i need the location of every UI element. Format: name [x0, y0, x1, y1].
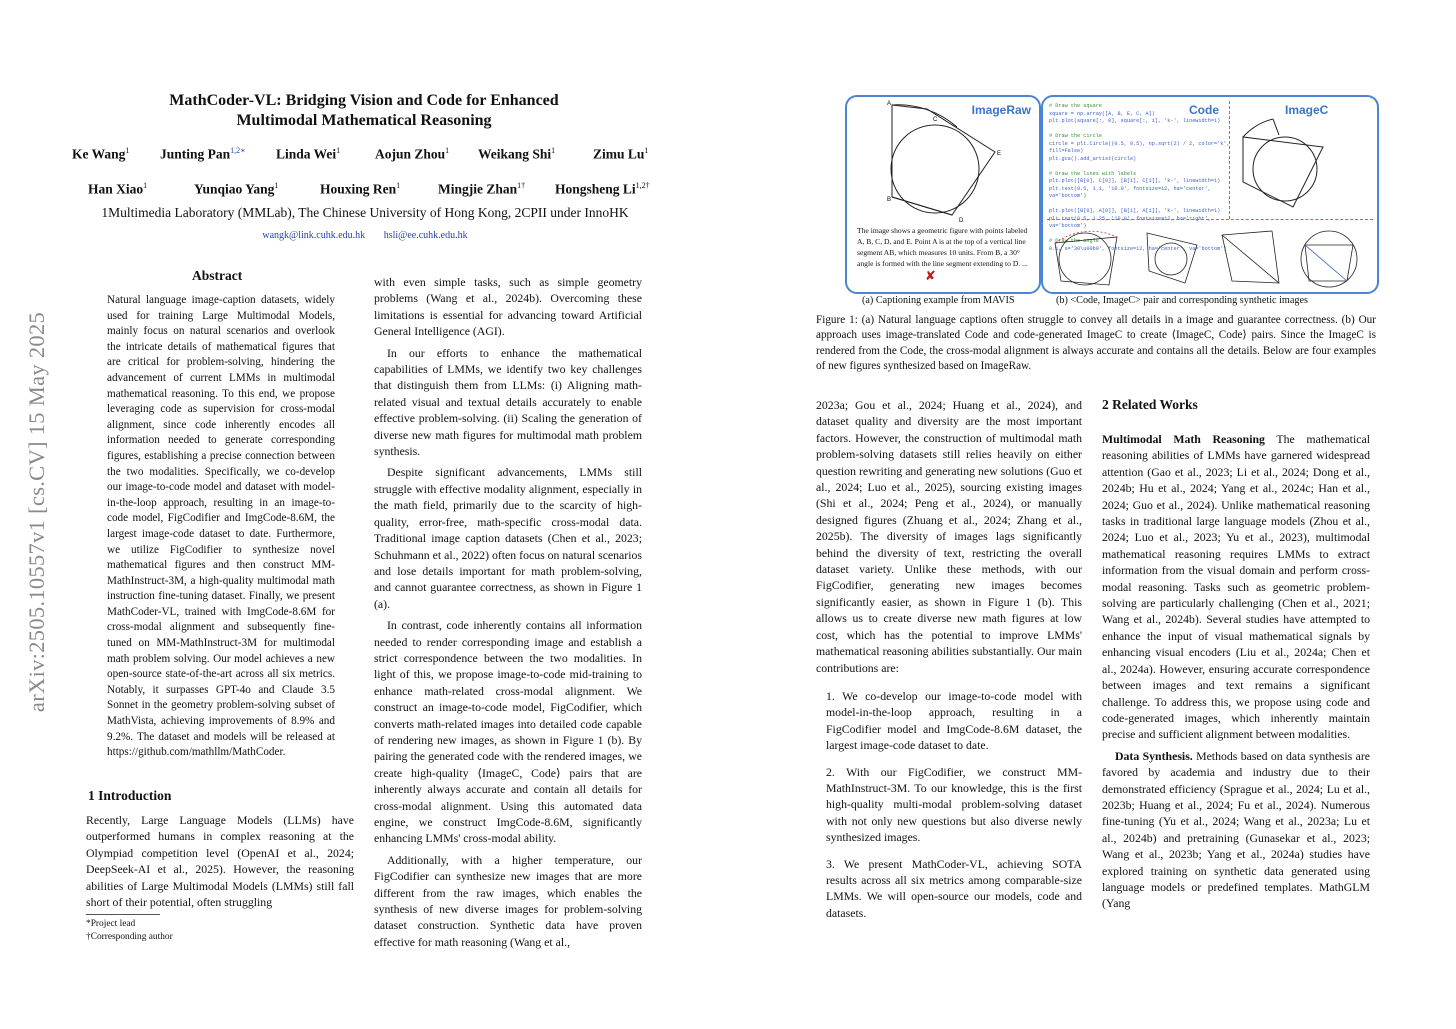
author-name: Yunqiao Yang$^1$ — [194, 181, 279, 197]
author-name: Hongsheng $Li^{1,2\dagger}$ — [555, 181, 650, 197]
geometry-figure-rendered — [1233, 107, 1373, 217]
paper-title-line2: Multimodal Mathematical Reasoning — [236, 112, 492, 129]
left-page-column-2 — [374, 274, 642, 955]
svg-text:A: A — [887, 101, 892, 107]
author-affiliation-mark: 1 — [125, 146, 130, 155]
synthetic-figure-1 — [1055, 231, 1117, 285]
label-image-raw: ImageRaw — [971, 103, 1031, 117]
mmr-text: The mathematical reasoning abilities of LMMs have garnered widespread attention (Gao et al., 2023; Li et al., 2024; Dong et al., 2024b; Hu et al., 2024; Yang et al., 2024c; Han et al., 2024; Guo et al., 2024). Unlike mathematical reasoning tasks in traditional large language models (Zhou et al., 2024; Luo et al., 2023; Yu et al., 2023), multimodal mathematical reasoning requires LMMs to extract information from the visual domain and perform cross-modal reasoning. Tasks such as geometric problem-solving are particularly challenging (Chen et al., 2021; Wang et al., 2024b). Several studies have attempted to enhance the input of visual mathematical signals by enhancing visual encoders (Liu et al., 2024a; Chen et al., 2024a). However, ensuring accurate correspondence between images and text remains a significant challenge. To address this, we propose using code and code-generated images, which inherently maintain precise and sufficient alignment between modalities. — [1102, 432, 1370, 742]
intro-heading: 1 Introduction — [88, 788, 172, 803]
mmr-title: Multimodal Math Reasoning — [1102, 432, 1265, 446]
author-name: Ke Wang$^1$ — [72, 146, 130, 162]
paragraph: Despite significant advancements, LMMs still struggle with effective modality alignment, especially in the math field, primarily due to the scarcity of high-quality, error-free, math-specific cross-modal data. Traditional image caption datasets (Chen et al., 2023; Schuhmann et al., 2022) often focus on natural scenarios and lose details important for math problem-solving, and cannot guarantee correctness, as shown in Figure 1 (a). — [374, 465, 642, 611]
footnote-corresponding: †Corresponding author — [86, 932, 173, 942]
arxiv-stamp — [20, 296, 54, 736]
mavis-caption-text: The image shows a geometric figure with points labeled A, B, C, D, and E. Point A is at the top of a vertical line segment AB, which measures 10 units. From B, a 30° angle is formed with the line segment extending to D. ... — [857, 226, 1028, 268]
paragraph: In contrast, code inherently contains all information needed to render corresponding image and establish a strict correspondence between the two modalities. In light of this, we propose image-to-code mid-training to enhance math-related cross-modal alignment. We construct an image-to-code model, FigCodifier, which converts math-related images into detailed code capable of rendering new images, as shown in Figure 1 (b). By pairing the generated code with the rendered images, we create high-quality ⟨ImageC, Code⟩ pairs that are inherently always accurate and contain all details for cross-modal alignment. Using this automated data engine, we construct ImgCode-8.6M, significantly enhancing LMMs' cross-modal ability. — [374, 618, 642, 846]
author-affiliation-mark: 1 — [445, 146, 450, 155]
figure-panel-a — [845, 95, 1041, 294]
label-image-c: ImageC — [1285, 103, 1329, 117]
author-affiliation-mark: 1† — [517, 181, 526, 190]
author-name: Mingjie Zhan$^{1\dagger}$ — [438, 181, 526, 197]
arxiv-id: arXiv:2505.10557v1 [cs.CV] 15 May 2025 — [24, 311, 49, 713]
emails — [60, 230, 670, 241]
abstract-body — [107, 293, 335, 766]
author-name: Han Xiao$^1$ — [88, 181, 148, 197]
synthetic-figure-3 — [1222, 231, 1279, 283]
abstract-text: Natural language image-caption datasets, widely used for training Large Multimodal Models, mainly focus on natural scenarios and overlook the intricate details of mathematical figures that are critical for problem-solving, hindering the advancement of current LMMs in multimodal mathematical reasoning. To this end, we propose leveraging code as supervision for cross-modal alignment, since code inherently encodes all information needed to generate corresponding figures, establishing a precise connection between the two modalities. Specifically, we co-develop our image-to-code model and dataset with model-in-the-loop approach, resulting in an image-to-code model, FigCodifier and ImgCode-8.6M, the largest image-code dataset to date. Furthermore, we utilize FigCodifier to synthesize novel mathematical figures and then construct MM-MathInstruct-3M, a high-quality multimodal math instruction fine-tuning dataset. Finally, we present MathCoder-VL, trained with ImgCode-8.6M for cross-modal alignment and subsequently fine-tuned on MM-MathInstruct-3M for multimodal math problem solving. Our model achieves a new open-source state-of-the-art across all six metrics. Notably, it surpasses GPT-4o and Claude 3.5 Sonnet in the geometry problem-solving subset of MathVista, achieving improvements of 8.9% and 9.2%. The dataset and models will be released at https://github.com/mathllm/MathCoder. — [107, 294, 335, 759]
author-affiliation-mark: 1 — [551, 146, 556, 155]
contribution-item: 1. We co-develop our image-to-code model with model-in-the-loop approach, resulting in a FigCodifier model and ImgCode-8.6M dataset, the largest image-code dataset to date. — [826, 688, 1082, 753]
paragraph: Additionally, with a higher temperature, our FigCodifier can synthesize new images that are more different from the raw images, which enables the synthesis of new diverse images for problem-solving dataset construction. Synthetic data have proven effective for math reasoning (Wang et al., — [374, 852, 642, 949]
intro-column — [86, 812, 354, 915]
paper-title-line1: MathCoder-VL: Bridging Vision and Code for Enhanced — [169, 92, 559, 109]
right-page-column-1 — [816, 397, 1082, 921]
svg-text:B: B — [887, 197, 892, 203]
author-affiliation-mark: 1,2† — [635, 181, 650, 190]
footnote-rule — [86, 914, 160, 915]
svg-text:C: C — [933, 117, 938, 123]
contribution-item: 3. We present MathCoder-VL, achieving SOTA results across all six metrics among comparable-size LMMs. We will open-source our models, code and datasets. — [826, 856, 1082, 920]
figure-subcaption-a: (a) Captioning example from MAVIS — [862, 295, 1015, 306]
ds-text: Methods based on data synthesis are favored by academia and industry due to their demonstrated efficiency (Sprague et al., 2024; Lu et al., 2023b; Huang et al., 2024; Fu et al., 2024). Numerous fine-tuning (Yu et al., 2024; Wang et al., 2023a; Lu et al., 2024b) and pretraining (Gunasekar et al., 2023; Wang et al., 2023b; Yang et al., 2024a) studies have explored training on synthetic data generated using language models or predefined templates. MathGLM (Yang — [1102, 748, 1370, 911]
paragraph: with even simple tasks, such as simple geometry problems (Wang et al., 2024b). Overcoming these limitations is essential for advancing toward Artificial General Intelligence (AGI). — [374, 275, 642, 339]
synthetic-figure-4 — [1301, 231, 1357, 287]
author-affiliation-mark: 1 — [143, 181, 148, 190]
email-link[interactable]: wangk@link.cuhk.edu.hk — [262, 230, 366, 241]
author-name: Linda Wei$^1$ — [276, 146, 341, 162]
geometry-figure-raw — [847, 97, 1039, 227]
svg-text:D: D — [959, 218, 964, 224]
footnotes — [86, 918, 173, 944]
author-affiliation-mark: 1 — [644, 146, 649, 155]
footnote-project-lead: *Project lead — [86, 919, 136, 929]
author-name: Junting Pan$^{1,2∗}$ — [160, 146, 246, 162]
divider-horizontal — [1047, 219, 1373, 220]
divider-vertical — [1229, 101, 1230, 219]
author-name: Weikang Shi$^1$ — [478, 146, 556, 162]
related-works-heading: 2 Related Works — [1102, 397, 1198, 412]
email-link[interactable]: hsli@ee.cuhk.edu.hk — [383, 230, 468, 241]
author-name: Aojun Zhou$^1$ — [375, 146, 450, 162]
page-gutter — [700, 0, 756, 1029]
author-affiliation-mark: 1 — [336, 146, 341, 155]
right-page-column-2 — [1102, 431, 1370, 917]
paragraph: 2023a; Gou et al., 2024; Huang et al., 2024), and dataset quality and diversity are the most important factors. However, the construction of multimodal math problem-solving datasets still relies heavily on either question rewriting and generating new solutions (Guo et al., 2024; Luo et al., 2025), sourcing existing images (Shi et al., 2024; Peng et al., 2024), or manually designed figures (Zhuang et al., 2024; Zhang et al., 2025b). The diversity of images lags significantly behind the diversity of text, restricting the overall dataset variety. Unlike these methods, with our FigCodifier, generating new images becomes significantly easier, as shown in Figure 1 (b). This allows us to create diverse new math figures at low cost, which has the potential to improve LMMs' mathematical reasoning abilities substantially. Our main contributions are: — [816, 398, 1082, 675]
author-affiliation-mark: 1 — [274, 181, 279, 190]
paragraph — [1102, 748, 1370, 912]
abstract-heading: Abstract — [192, 268, 243, 283]
code-snippet: # Draw the square square = np.array([A, B, E, C, A]) plt.plot(square[:, 0], square[:, 1], 'k-', linewidth=1) # Draw the circle circle = plt.Circle((0.5, 0.5), np.sqrt(2) / 2, color='k', fill=False) plt.gca().add_artist(circle) # Draw the lines with labels plt.plot([B[0], C[0]], [B[1], C[1]], 'k-', linewidth=1) plt.text(0.5, 1.1, '10.0', fontsize=12, ha='center', va='bottom') plt.plot([B[0], A[0]], [B[1], A[1]], 'k-', linewidth=1) plt.text(0.5, 1.25, '10.0', fontsize=12, ha='right', va='bottom') # Draw the angle 0.1, s='30\u00b0', fontsize=12, ha='center', va='bottom') — [1049, 103, 1230, 252]
author-affiliation-mark: 1,2∗ — [230, 146, 246, 155]
synthetic-figure-2 — [1147, 233, 1197, 283]
author-name: Houxing Ren$^1$ — [320, 181, 401, 197]
paragraph — [1102, 431, 1370, 743]
label-code: Code — [1189, 103, 1219, 117]
contribution-item: 2. With our FigCodifier, we construct MM-MathInstruct-3M. To our knowledge, this is the first high-quality multi-modal problem-solving dataset with not only new questions but also diverse newly synthesized images. — [826, 764, 1082, 845]
svg-text:E: E — [997, 151, 1002, 157]
synthetic-figures-row — [1047, 223, 1373, 291]
contributions-list — [816, 688, 1082, 921]
figure-subcaption-b: (b) <Code, ImageC> pair and corresponding synthetic images — [1056, 295, 1308, 306]
affiliation: 1Multimedia Laboratory (MMLab), The Chinese University of Hong Kong, 2CPII under InnoHK — [101, 205, 629, 220]
author-name: Zimu Lu$^1$ — [593, 146, 649, 162]
intro-paragraph: Recently, Large Language Models (LLMs) have outperformed humans in complex reasoning at the Olympiad competition level (OpenAI et al., 2024; DeepSeek-AI et al., 2025). However, the reasoning abilities of Large Multimodal Models (LMMs) still fall short of their potential, often struggling — [86, 813, 354, 910]
figure-panel-b — [1041, 95, 1379, 294]
cross-icon: ✘ — [925, 269, 936, 284]
paragraph: In our efforts to enhance the mathematical capabilities of LMMs, we identify two key challenges that distinguish them from LLMs: (i) Aligning math-related visual and textual details accurately to enable effective problem-solving. (ii) Scaling the generation of diverse new math figures for multimodal math problem synthesis. — [374, 345, 642, 459]
figure-caption: Figure 1: (a) Natural language captions often struggle to convey all details in a image and guarantee correctness. (b) Our approach uses image-translated Code and code-generated ImageC to create ⟨ImageC, Code⟩ pairs. Since the ImageC is rendered from the Code, the cross-modal alignment is always accurate and contains all the details. Below are four examples of new figures synthesized based on ImageRaw. — [816, 314, 1376, 373]
left-page — [0, 0, 700, 1029]
ds-title: Data Synthesis. — [1115, 748, 1193, 763]
author-affiliation-mark: 1 — [396, 181, 401, 190]
